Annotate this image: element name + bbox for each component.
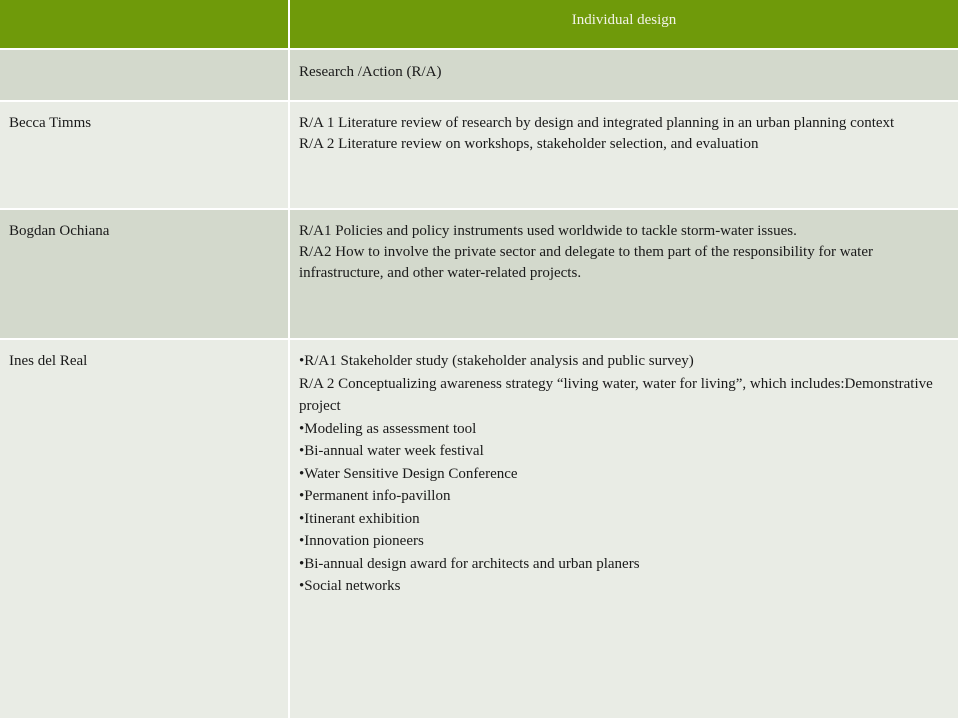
person-name: Becca Timms	[0, 102, 290, 210]
header-row	[0, 0, 960, 50]
research-actions	[290, 210, 960, 340]
subheader-row	[0, 50, 960, 102]
list-item: •Social networks	[299, 578, 401, 594]
list-item: •R/A1 Stakeholder study (stakeholder analysis and public survey)	[299, 353, 694, 369]
list-item: •Bi-annual water week festival	[299, 443, 484, 459]
person-name: Bogdan Ochiana	[0, 210, 290, 340]
research-actions	[290, 102, 960, 210]
person-name: Ines del Real	[0, 340, 290, 720]
subheader-empty-cell	[0, 50, 290, 102]
table-row	[0, 210, 960, 340]
list-item: •Water Sensitive Design Conference	[299, 465, 518, 482]
research-action-line: R/A1 Policies and policy instruments used worldwide to tackle storm-water issues.	[299, 223, 797, 239]
research-action-line: R/A 2 Literature review on workshops, stakeholder selection, and evaluation	[299, 136, 759, 152]
header-empty-cell	[0, 0, 290, 50]
research-action-line: R/A 1 Literature review of research by design and integrated planning in an urban planning context	[299, 115, 895, 131]
research-actions	[290, 340, 960, 720]
list-item: •Permanent info-pavillon	[299, 488, 451, 504]
research-action-list	[299, 350, 949, 598]
list-item: •Bi-annual design award for architects and urban planers	[299, 555, 640, 572]
list-item: R/A 2 Conceptualizing awareness strategy “living water, water for living”, which includes:Demonstrative project	[299, 375, 933, 414]
research-action-line: R/A2 How to involve the private sector and delegate to them part of the responsibility for water infrastructure, and other water-related projects.	[299, 244, 874, 281]
subheader-label: Research /Action (R/A)	[290, 50, 960, 102]
list-item: •Itinerant exhibition	[299, 510, 420, 527]
list-item: •Modeling as assessment tool	[299, 420, 477, 437]
list-item: •Innovation pioneers	[299, 533, 424, 549]
table-row	[0, 102, 960, 210]
header-title: Individual design	[290, 0, 960, 50]
table-row	[0, 340, 960, 720]
